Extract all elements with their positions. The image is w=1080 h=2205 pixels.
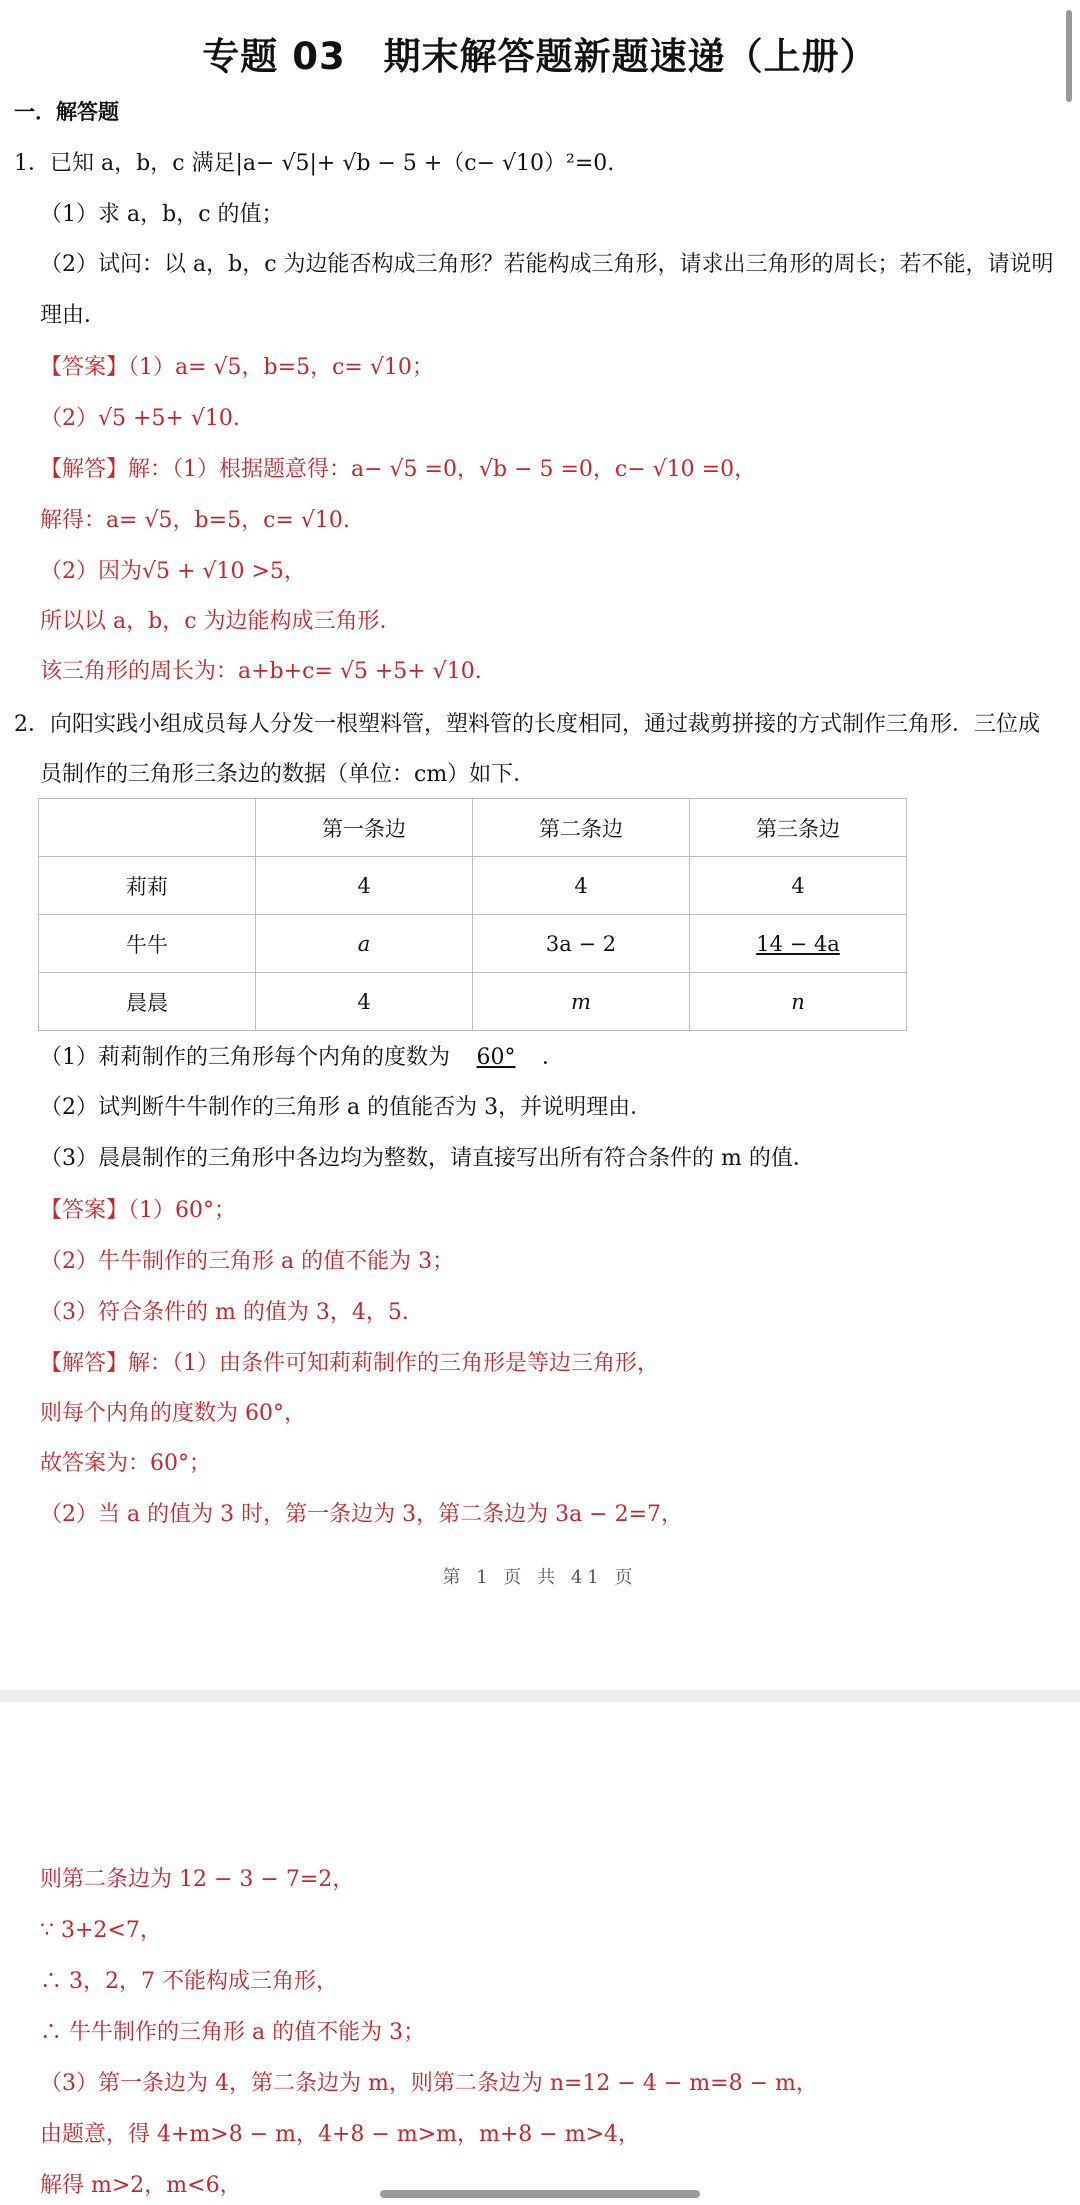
table-header-cell: 第二条边: [473, 799, 690, 857]
q1-answer-1: 【答案】（1）a= √5，b=5，c= √10；: [40, 355, 434, 380]
table-cell: 牛牛: [39, 915, 256, 973]
q2-stem-line1: 2．向阳实践小组成员每人分发一根塑料管，塑料管的长度相同，通过裁剪拼接的方式制作三角形．三位成: [14, 712, 1041, 737]
p2-line-1: 则第二条边为 12 − 3 − 7=2，: [40, 1867, 355, 1892]
q1-part1: （1）求 a，b，c 的值；: [40, 202, 284, 227]
q1-solution-5: 该三角形的周长为：a+b+c= √5 +5+ √10.: [40, 659, 482, 684]
table-cell: 4: [256, 857, 473, 915]
table-header-cell: 第三条边: [690, 799, 907, 857]
p2-line-7: 解得 m>2，m<6，: [40, 2173, 242, 2198]
q1-solution-1: 【解答】解：（1）根据题意得：a− √5 =0，√b − 5 =0，c− √10 =0，: [40, 457, 757, 482]
table-cell: 14 − 4a: [690, 915, 907, 973]
q1-solution-3: （2）因为√5 + √10 >5，: [40, 559, 306, 584]
p2-line-3: ∴ 3，2，7 不能构成三角形，: [40, 1969, 338, 1994]
q2-part3: （3）晨晨制作的三角形中各边均为整数，请直接写出所有符合条件的 m 的值．: [40, 1146, 815, 1171]
q2-part2: （2）试判断牛牛制作的三角形 a 的值能否为 3，并说明理由．: [40, 1095, 653, 1120]
section-heading: 一．解答题: [14, 100, 119, 124]
q2-solution-3: 故答案为：60°；: [40, 1451, 211, 1476]
table-cell: 晨晨: [39, 973, 256, 1031]
home-indicator[interactable]: [380, 2190, 700, 2198]
q2-stem-line2: 员制作的三角形三条边的数据（单位：cm）如下．: [40, 762, 536, 787]
q1-stem: 1．已知 a，b，c 满足|a− √5|+ √b − 5 +（c− √10）²=0.: [14, 151, 615, 176]
q2-answer-2: （2）牛牛制作的三角形 a 的值不能为 3；: [40, 1249, 455, 1274]
p2-line-5: （3）第一条边为 4，第二条边为 m，则第二条边为 n=12 − 4 − m=8 − m，: [40, 2071, 818, 2096]
q2-part1-text: （1）莉莉制作的三角形每个内角的度数为: [40, 1045, 450, 1070]
table-cell: a: [256, 915, 473, 973]
p2-line-4: ∴ 牛牛制作的三角形 a 的值不能为 3；: [40, 2020, 426, 2045]
q2-part1-end: ．: [542, 1045, 565, 1070]
q1-part2-line2: 理由．: [40, 303, 107, 328]
table-header-row: [39, 799, 907, 857]
table-cell: 莉莉: [39, 857, 256, 915]
q1-solution-2: 解得：a= √5，b=5，c= √10.: [40, 508, 350, 533]
document-page-2: [0, 1702, 1080, 2205]
table-cell: 3a − 2: [473, 915, 690, 973]
page-number-footer: 第 1 页 共 41 页: [442, 1567, 638, 1588]
table-cell: 4: [690, 857, 907, 915]
q1-part2-line1: （2）试问：以 a，b，c 为边能否构成三角形？若能构成三角形，请求出三角形的周长；若不能，请说明: [40, 252, 1054, 277]
page-title: 专题 03 期末解答题新题速递（上册）: [202, 35, 878, 78]
q1-solution-4: 所以以 a，b，c 为边能构成三角形．: [40, 609, 402, 634]
q2-answer-1: 【答案】（1）60°；: [40, 1198, 236, 1223]
table-cell: n: [690, 973, 907, 1031]
table-row: [39, 973, 907, 1031]
table-cell: 4: [256, 973, 473, 1031]
q1-answer-2: （2）√5 +5+ √10.: [40, 406, 240, 431]
p2-line-2: ∵ 3+2<7，: [40, 1918, 162, 1943]
p2-line-6: 由题意，得 4+m>8 − m，4+8 − m>m，m+8 − m>4，: [40, 2122, 641, 2147]
q2-part1: [40, 1043, 564, 1073]
table-header-cell: [39, 799, 256, 857]
q2-solution-2: 则每个内角的度数为 60°，: [40, 1401, 306, 1426]
table-row: [39, 857, 907, 915]
table-row: [39, 915, 907, 973]
q2-answer-3: （3）符合条件的 m 的值为 3，4，5.: [40, 1300, 409, 1325]
table-header-cell: 第一条边: [256, 799, 473, 857]
side-length-table: [38, 798, 907, 1031]
q2-solution-4: （2）当 a 的值为 3 时，第一条边为 3，第二条边为 3a − 2=7，: [40, 1502, 684, 1527]
q2-solution-1: 【解答】解：（1）由条件可知莉莉制作的三角形是等边三角形，: [40, 1351, 659, 1376]
table-cell: 4: [473, 857, 690, 915]
table-cell: m: [473, 973, 690, 1031]
q2-part1-blank: 60°: [476, 1045, 516, 1070]
